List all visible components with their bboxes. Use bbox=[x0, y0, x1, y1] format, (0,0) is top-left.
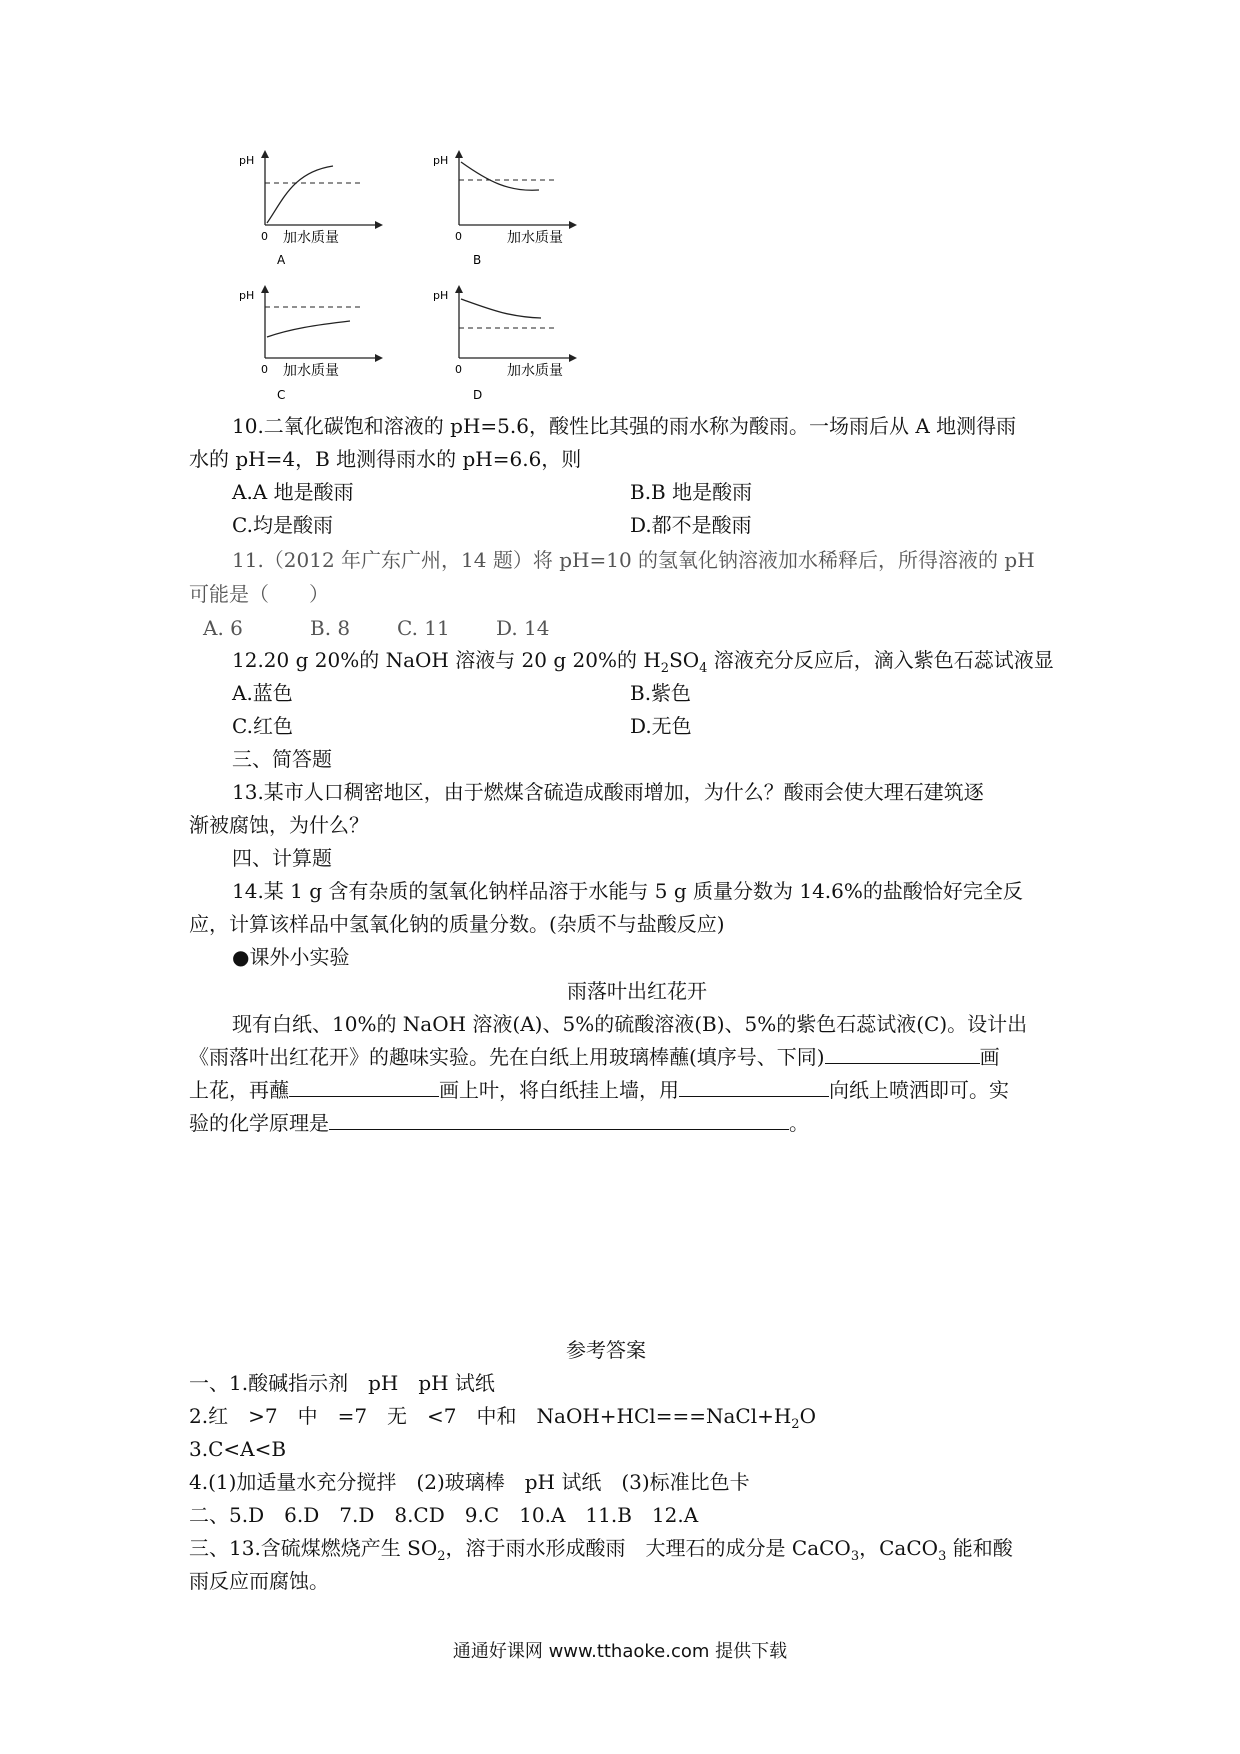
answer-line-5: 二、5.D 6.D 7.D 8.CD 9.C 10.A 11.B 12.A bbox=[189, 1503, 699, 1527]
q12-option-c: C.红色 bbox=[232, 714, 293, 738]
q11-option-b: B. 8 bbox=[310, 616, 351, 640]
graph-caption: B bbox=[473, 253, 482, 267]
y-axis-label: pH bbox=[433, 154, 449, 167]
experiment-line1: 现有白纸、10%的 NaOH 溶液(A)、5%的硫酸溶液(B)、5%的紫色石蕊试液(C)。设计出 bbox=[232, 1012, 1028, 1036]
origin-label: 0 bbox=[261, 363, 268, 376]
ph-graph-a bbox=[235, 150, 405, 265]
answer-line-4: 4.(1)加适量水充分搅拌 (2)玻璃棒 pH 试纸 (3)标准比色卡 bbox=[189, 1470, 750, 1494]
answer-line-1: 一、1.酸碱指示剂 pH pH 试纸 bbox=[189, 1371, 495, 1395]
experiment-line2: 《雨落叶出红花开》的趣味实验。先在白纸上用玻璃棒蘸(填序号、下同) 画 bbox=[189, 1041, 1000, 1073]
y-axis-label: pH bbox=[433, 289, 449, 302]
x-axis-label: 加水质量 bbox=[283, 363, 339, 379]
q12-option-a: A.蓝色 bbox=[232, 681, 293, 705]
q10-option-c: C.均是酸雨 bbox=[232, 513, 333, 537]
q11-option-a: A. 6 bbox=[203, 616, 243, 640]
x-axis-label: 加水质量 bbox=[283, 230, 339, 246]
ph-graph-b bbox=[429, 150, 599, 265]
experiment-line4: 验的化学原理是 。 bbox=[189, 1107, 809, 1139]
q13-stem-line2: 渐被腐蚀，为什么？ bbox=[189, 813, 369, 837]
answers-title: 参考答案 bbox=[566, 1338, 646, 1362]
graph-caption: D bbox=[473, 388, 483, 402]
ph-graph-d bbox=[429, 285, 599, 400]
x-axis-label: 加水质量 bbox=[507, 363, 563, 379]
q12-option-d: D.无色 bbox=[630, 714, 692, 738]
experiment-title: 雨落叶出红花开 bbox=[567, 979, 707, 1003]
q11-stem-line2: 可能是（ ） bbox=[189, 582, 329, 606]
origin-label: 0 bbox=[455, 230, 462, 243]
ph-graph-c bbox=[235, 285, 405, 400]
y-axis-label: pH bbox=[239, 154, 255, 167]
answer-blank bbox=[329, 1107, 789, 1130]
answer-blank bbox=[679, 1074, 829, 1097]
q10-option-b: B.B 地是酸雨 bbox=[630, 480, 753, 504]
experiment-line3: 上花，再蘸 画上叶，将白纸挂上墙，用 向纸上喷洒即可。实 bbox=[189, 1074, 1009, 1106]
answer-line-3: 3.C<A<B bbox=[189, 1437, 287, 1461]
footer-credit: 通通好课网 www.tthaoke.com 提供下载 bbox=[452, 1641, 788, 1662]
x-axis-label: 加水质量 bbox=[507, 230, 563, 246]
section4-heading: 四、计算题 bbox=[232, 846, 332, 870]
answer-line-13: 三、13.含硫煤燃烧产生 $SO_2$，溶于雨水形成酸雨 大理石的成分是 CaCO$_3$，CaCO$_3$ 能和酸 bbox=[189, 1536, 1013, 1564]
answer-line-13-cont: 雨反应而腐蚀。 bbox=[189, 1569, 329, 1593]
q12-stem: 12.20 g 20%的 NaOH 溶液与 20 g 20%的 $H_2SO_4$ 溶液充分反应后，滴入紫色石蕊试液显 bbox=[232, 648, 1054, 676]
q10-option-a: A.A 地是酸雨 bbox=[232, 480, 354, 504]
section3-heading: 三、简答题 bbox=[232, 747, 332, 771]
q11-option-c: C. 11 bbox=[397, 616, 450, 640]
origin-label: 0 bbox=[261, 230, 268, 243]
q10-option-d: D.都不是酸雨 bbox=[630, 513, 752, 537]
q12-option-b: B.紫色 bbox=[630, 681, 692, 705]
graph-caption: C bbox=[277, 388, 286, 402]
q10-stem-line1: 10.二氧化碳饱和溶液的 pH=5.6，酸性比其强的雨水称为酸雨。一场雨后从 A 地测得雨 bbox=[232, 414, 1017, 438]
origin-label: 0 bbox=[455, 363, 462, 376]
q14-stem-line1: 14.某 1 g 含有杂质的氢氧化钠样品溶于水能与 5 g 质量分数为 14.6%的盐酸恰好完全反 bbox=[232, 879, 1023, 903]
graph-caption: A bbox=[277, 253, 286, 267]
q11-stem-line1: 11.（2012 年广东广州，14 题）将 pH=10 的氢氧化钠溶液加水稀释后，所得溶液的 pH bbox=[232, 548, 1035, 572]
answer-blank bbox=[825, 1041, 980, 1064]
y-axis-label: pH bbox=[239, 289, 255, 302]
answer-blank bbox=[289, 1074, 439, 1097]
q10-stem-line2: 水的 pH=4，B 地测得雨水的 pH=6.6，则 bbox=[189, 447, 582, 471]
answer-line-2: 2.红 >7 中 =7 无 <7 中和 $NaOH+HCl===NaCl+H_2O$ bbox=[189, 1404, 816, 1432]
experiment-heading: ●课外小实验 bbox=[232, 945, 350, 969]
q14-stem-line2: 应，计算该样品中氢氧化钠的质量分数。(杂质不与盐酸反应) bbox=[189, 912, 725, 936]
q13-stem-line1: 13.某市人口稠密地区，由于燃煤含硫造成酸雨增加，为什么？酸雨会使大理石建筑逐 bbox=[232, 780, 984, 804]
q11-option-d: D. 14 bbox=[496, 616, 550, 640]
